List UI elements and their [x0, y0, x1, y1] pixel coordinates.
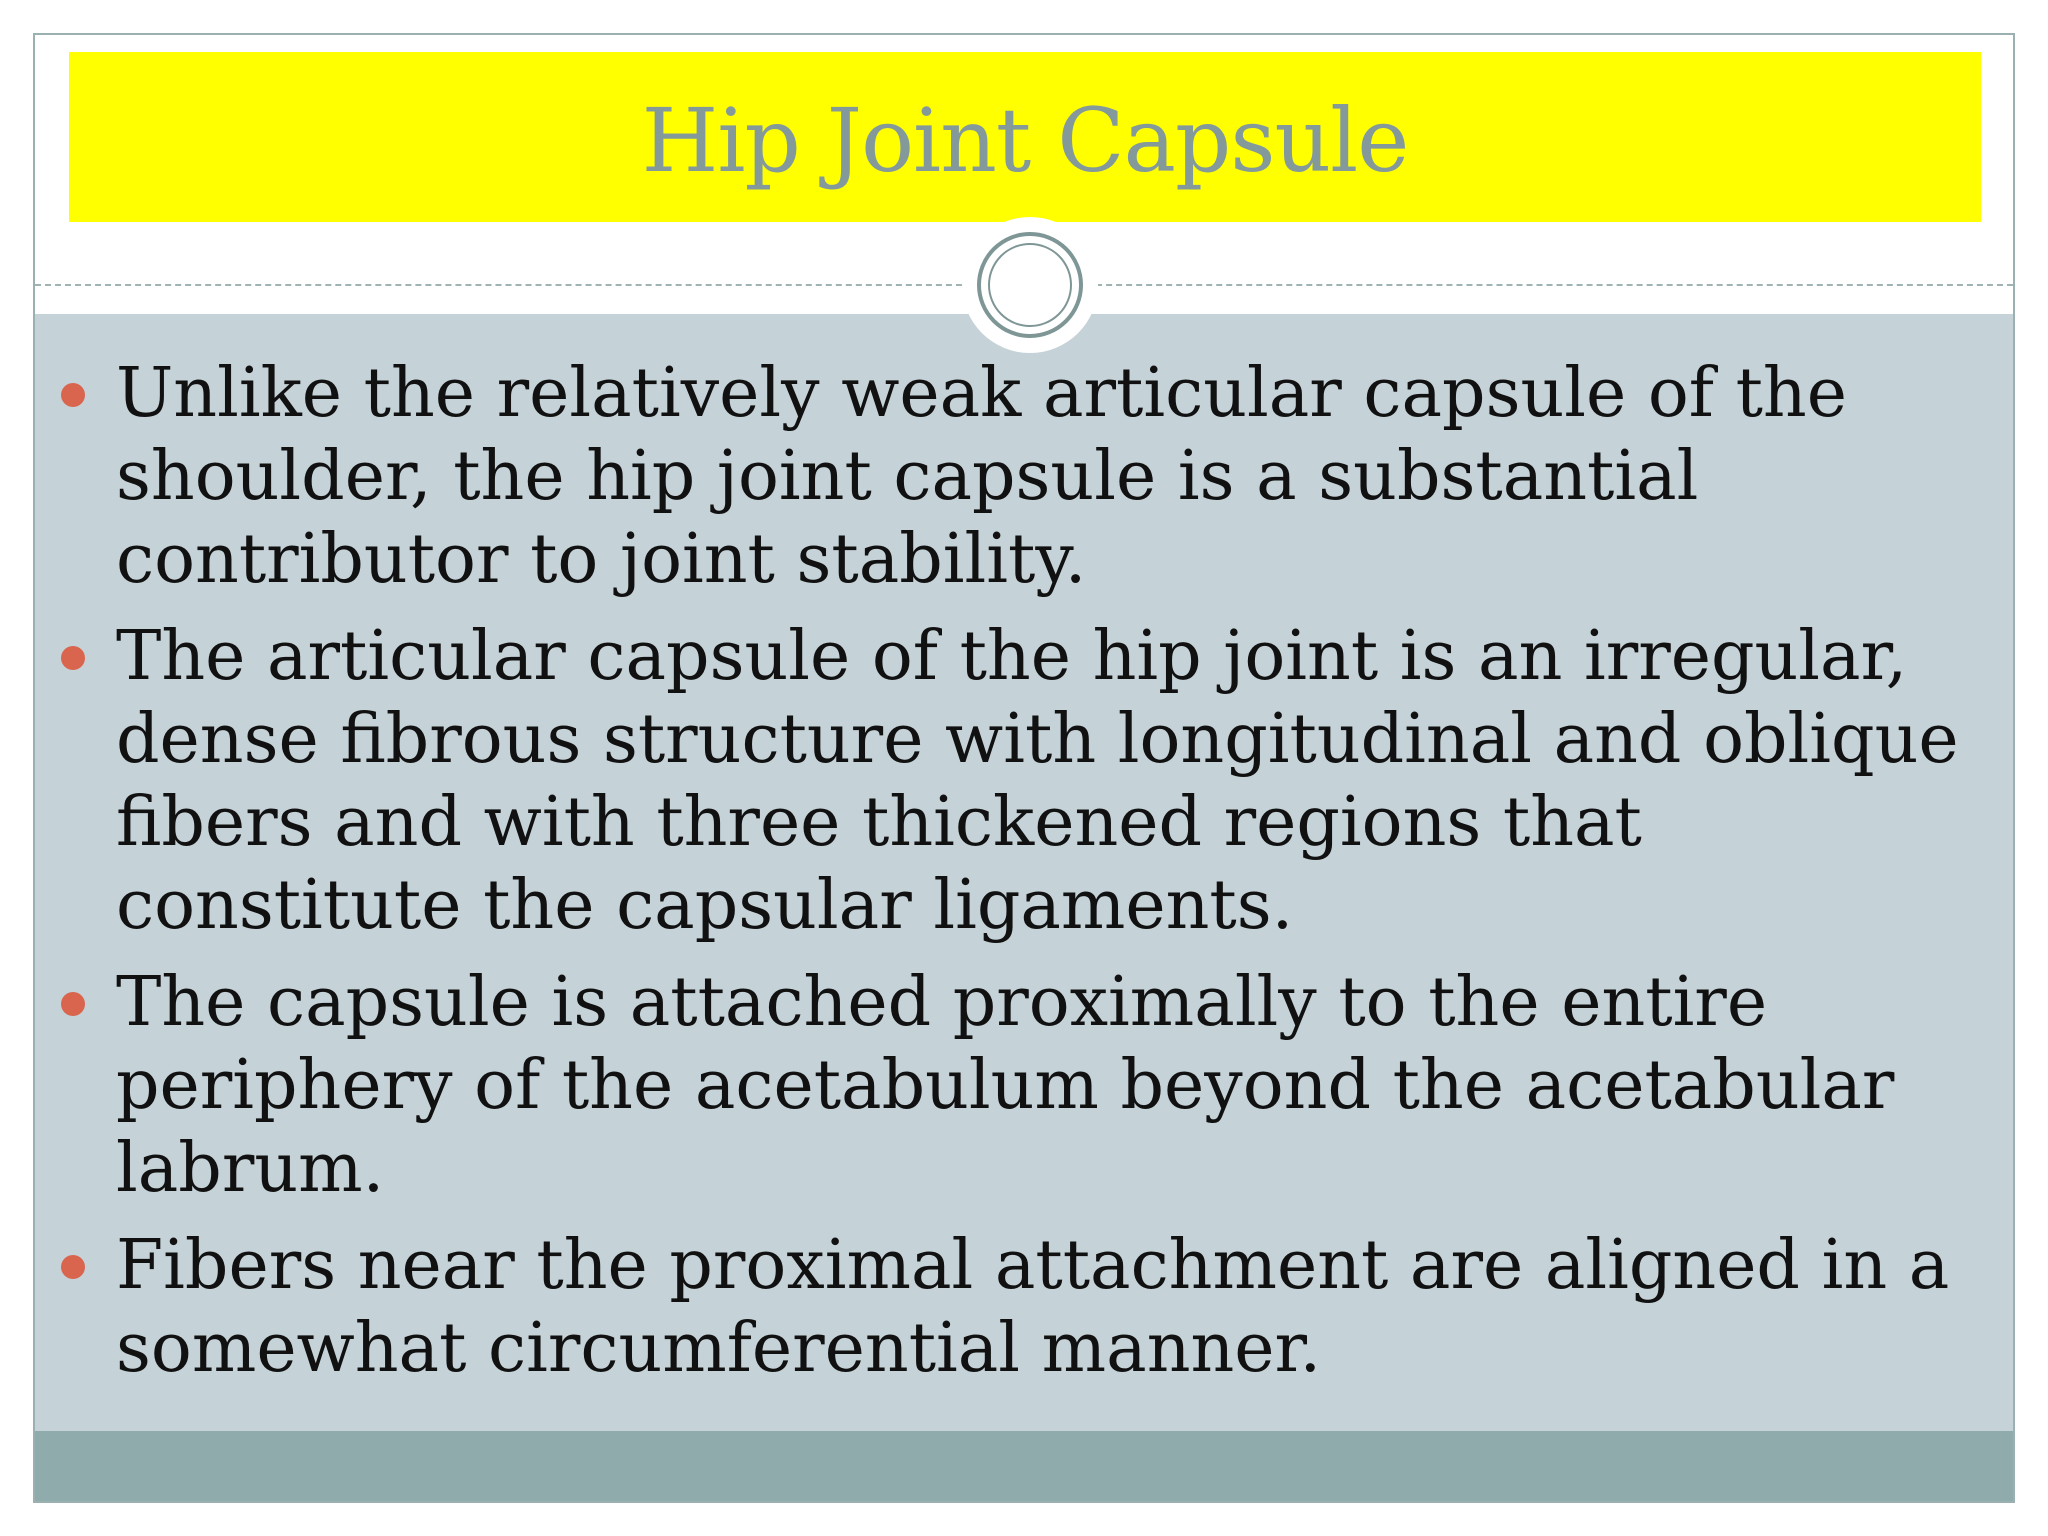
- slide-title: Hip Joint Capsule: [641, 88, 1409, 192]
- bullet-item: [0, 352, 2048, 601]
- bullet-item: [0, 1224, 2048, 1390]
- bullet-list: [0, 352, 2048, 1404]
- bullet-dot-icon: [61, 992, 85, 1016]
- bullet-text: The articular capsule of the hip joint is an irregular, dense fibrous structure with longitudinal and oblique fibers and with three thickened regions that constitute the capsular ligaments.: [116, 617, 1959, 945]
- bullet-dot-icon: [61, 383, 85, 407]
- bullet-text: The capsule is attached proximally to the entire periphery of the acetabulum beyond the acetabular labrum.: [116, 963, 1895, 1208]
- bullet-text: Unlike the relatively weak articular capsule of the shoulder, the hip joint capsule is a substantial contributor to joint stability.: [116, 354, 1847, 599]
- circle-ornament-inner-ring: [988, 243, 1072, 327]
- bullet-item: [0, 615, 2048, 947]
- footer-band: [35, 1431, 2013, 1503]
- bullet-dot-icon: [61, 646, 85, 670]
- bullet-text: Fibers near the proximal attachment are aligned in a somewhat circumferential manner.: [116, 1226, 1950, 1388]
- bullet-dot-icon: [61, 1255, 85, 1279]
- bullet-item: [0, 961, 2048, 1210]
- title-band: [69, 52, 1981, 222]
- circle-ornament-icon: [977, 232, 1083, 338]
